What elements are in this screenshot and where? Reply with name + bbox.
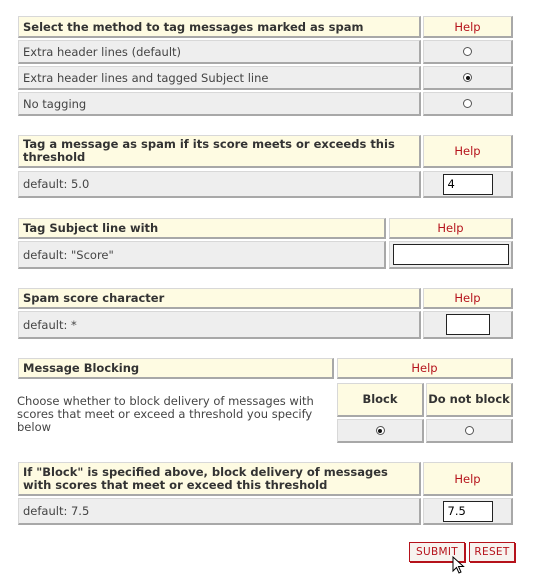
tag-method-help-link[interactable]: Help	[423, 16, 513, 38]
block-threshold-input[interactable]	[443, 501, 493, 522]
block-radio-cell	[337, 419, 424, 443]
score-char-input-cell	[423, 311, 513, 339]
block-threshold-help-link[interactable]: Help	[423, 462, 513, 496]
threshold-default: default: 5.0	[18, 171, 421, 198]
threshold-title: Tag a message as spam if its score meets or exceeds this threshold	[18, 135, 421, 168]
subject-tag-input-cell	[389, 241, 513, 269]
option-no-tagging-radio[interactable]	[463, 99, 472, 108]
blocking-help-link[interactable]: Help	[337, 358, 513, 379]
do-not-block-column-header: Do not block	[426, 383, 513, 417]
blocking-title: Message Blocking	[18, 358, 334, 379]
option-extra-header-lines-cell	[423, 40, 513, 64]
subject-tag-input[interactable]	[393, 244, 509, 265]
option-no-tagging-label: No tagging	[18, 92, 421, 116]
block-threshold-input-cell	[423, 498, 513, 525]
block-threshold-title: If "Block" is specified above, block delivery of messages with scores that meet or exceed this threshold	[18, 462, 421, 496]
threshold-help-link[interactable]: Help	[423, 135, 513, 168]
score-char-default: default: *	[18, 311, 421, 339]
mouse-cursor-icon	[452, 556, 466, 575]
subject-tag-title: Tag Subject line with	[18, 218, 386, 239]
reset-button[interactable]: RESET	[469, 542, 515, 562]
option-header-and-subject-label: Extra header lines and tagged Subject line	[18, 66, 421, 90]
threshold-input[interactable]	[443, 174, 493, 195]
block-column-header: Block	[337, 383, 424, 417]
option-header-and-subject-cell	[423, 66, 513, 90]
block-threshold-default: default: 7.5	[18, 498, 421, 525]
block-radio[interactable]	[376, 426, 385, 435]
subject-tag-help-link[interactable]: Help	[389, 218, 513, 239]
score-char-input[interactable]	[446, 314, 490, 335]
option-no-tagging-cell	[423, 92, 513, 116]
score-char-title: Spam score character	[18, 288, 421, 309]
tag-method-title: Select the method to tag messages marked as spam	[18, 16, 421, 38]
score-char-help-link[interactable]: Help	[423, 288, 513, 309]
submit-button[interactable]: SUBMIT	[409, 542, 465, 562]
threshold-input-cell	[423, 171, 513, 198]
option-header-and-subject-radio[interactable]	[463, 73, 472, 82]
do-not-block-radio[interactable]	[465, 426, 474, 435]
subject-tag-default: default: "Score"	[18, 241, 386, 269]
option-extra-header-lines-label: Extra header lines (default)	[18, 40, 421, 64]
option-extra-header-lines-radio[interactable]	[463, 47, 472, 56]
do-not-block-radio-cell	[426, 419, 513, 443]
blocking-description: Choose whether to block delivery of messages with scores that meet or exceed a threshold you specify below	[17, 394, 314, 434]
